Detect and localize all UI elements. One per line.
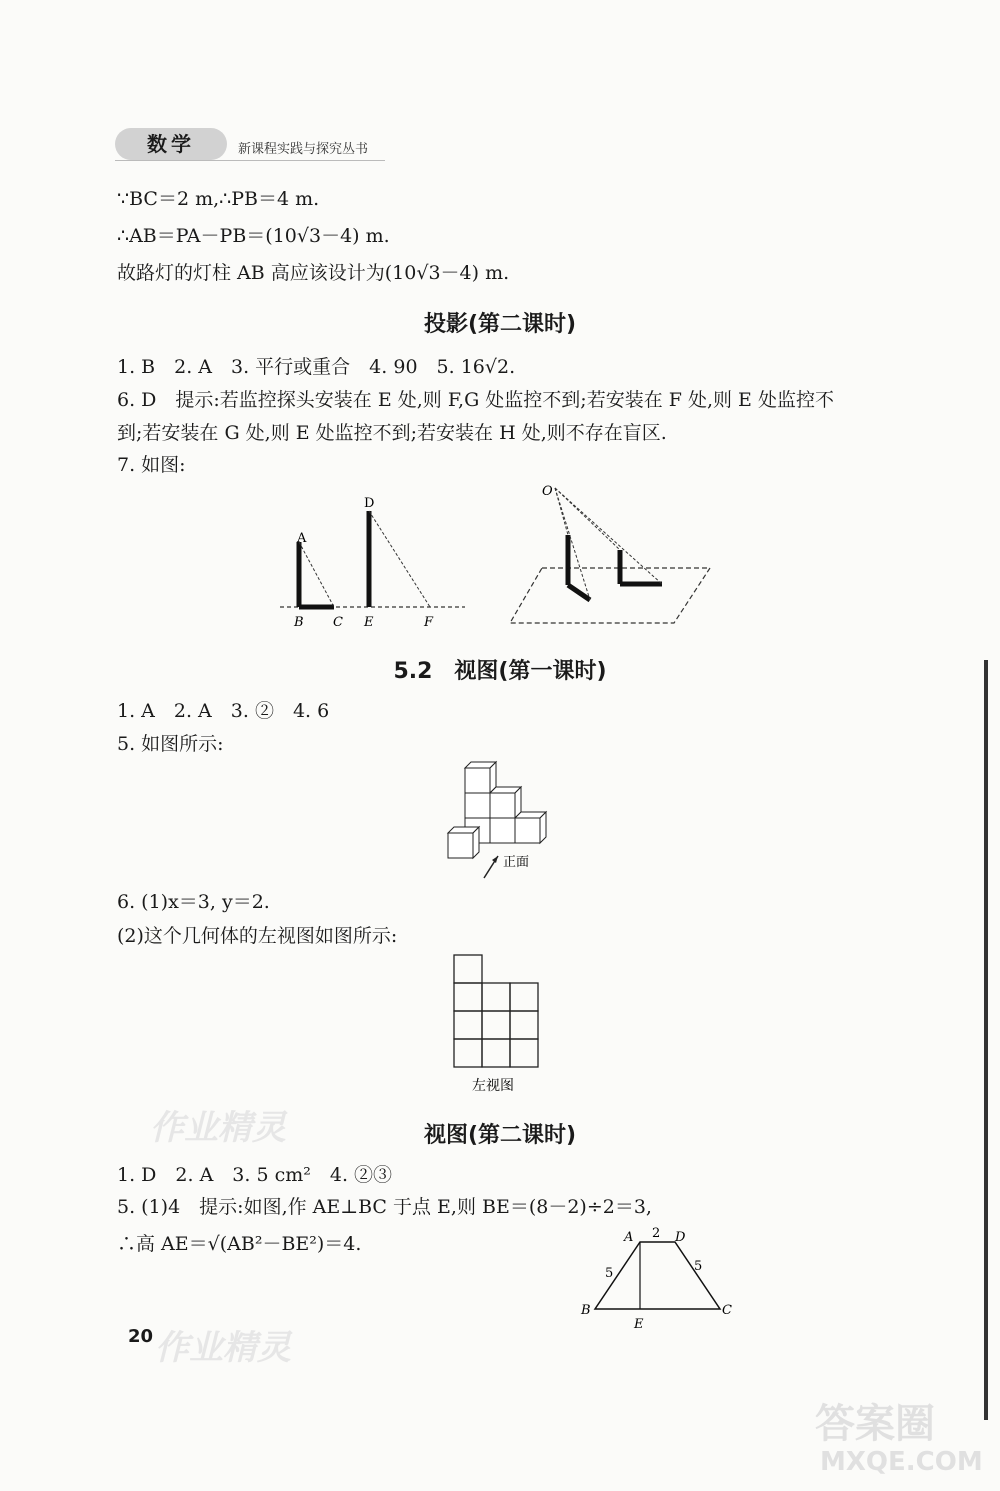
watermark-2: 作业精灵 — [155, 1328, 291, 1368]
views1-line-2: 5. 如图所示: — [117, 733, 224, 755]
label-C: C — [333, 615, 343, 630]
label-B: B — [294, 615, 304, 630]
label-A: A — [297, 531, 307, 546]
ray-df — [369, 511, 430, 607]
views1-line-3: 6. (1)x＝3, y＝2. — [117, 891, 270, 913]
ray-o2 — [555, 488, 662, 584]
views1-line-1: 1. A 2. A 3. ② 4. 6 — [117, 700, 330, 722]
page-number: 20 — [128, 1326, 154, 1347]
svg-text:A: A — [624, 1230, 634, 1245]
label-F: F — [424, 615, 434, 630]
front-label: 正面 — [503, 855, 530, 870]
series-title: 新课程实践与探究丛书 — [238, 142, 369, 157]
views1-line-4: (2)这个几何体的左视图如图所示: — [117, 925, 398, 947]
page-edge — [984, 660, 988, 1420]
proj2-line-1: 1. B 2. A 3. 平行或重合 4. 90 5. 16√2. — [117, 356, 516, 378]
label-O: O — [542, 484, 553, 499]
projection-figure — [270, 480, 730, 635]
svg-text:5: 5 — [605, 1266, 614, 1281]
ray-ac — [299, 542, 334, 607]
views2-line-3: ∴高 AE＝√(AB²－BE²)＝4. — [117, 1233, 362, 1255]
svg-text:D: D — [675, 1230, 686, 1245]
left-view-figure — [450, 952, 545, 1097]
ray-o3 — [555, 488, 568, 535]
intro-line-2: ∴AB＝PA－PB＝(10√3－4) m. — [117, 225, 390, 247]
trapezoid-figure — [575, 1222, 745, 1332]
views2-line-1: 1. D 2. A 3. 5 cm² 4. ②③ — [117, 1164, 393, 1186]
subject-badge: 数学 — [115, 128, 227, 160]
section-title-views-1: 5.2 视图(第一课时) — [393, 659, 607, 684]
cube-stack-figure — [440, 760, 570, 885]
proj2-line-3: 到;若安装在 G 处,则 E 处监控不到;若安装在 H 处,则不存在盲区. — [117, 422, 667, 444]
proj2-line-4: 7. 如图: — [117, 454, 186, 476]
section-title-projection-2: 投影(第二课时) — [423, 312, 577, 337]
svg-text:E: E — [634, 1317, 644, 1332]
svg-text:B: B — [581, 1303, 591, 1318]
section-title-views-2: 视图(第二课时) — [423, 1123, 577, 1148]
header-rule — [115, 160, 385, 161]
svg-text:5: 5 — [694, 1259, 703, 1274]
intro-line-1: ∵BC＝2 m,∴PB＝4 m. — [117, 188, 320, 210]
intro-line-3: 故路灯的灯柱 AB 高应该设计为(10√3－4) m. — [117, 262, 510, 284]
site-watermark-logo: 答案圈 — [815, 1401, 935, 1447]
site-watermark-url: MXQE.COM — [820, 1447, 983, 1477]
plane — [510, 568, 710, 623]
label-E: E — [364, 615, 374, 630]
left-view-label: 左视图 — [472, 1078, 514, 1094]
ray-o1 — [555, 488, 590, 600]
label-D: D — [364, 496, 375, 511]
svg-text:C: C — [722, 1303, 732, 1318]
proj2-line-2: 6. D 提示:若监控探头安装在 E 处,则 F,G 处监控不到;若安装在 F 处,则 E 处监控不 — [117, 389, 834, 411]
svg-text:2: 2 — [652, 1226, 661, 1241]
views2-line-2: 5. (1)4 提示:如图,作 AE⊥BC 于点 E,则 BE＝(8－2)÷2＝3, — [117, 1196, 652, 1218]
watermark-1: 作业精灵 — [150, 1108, 286, 1148]
shadow-1 — [568, 585, 590, 600]
